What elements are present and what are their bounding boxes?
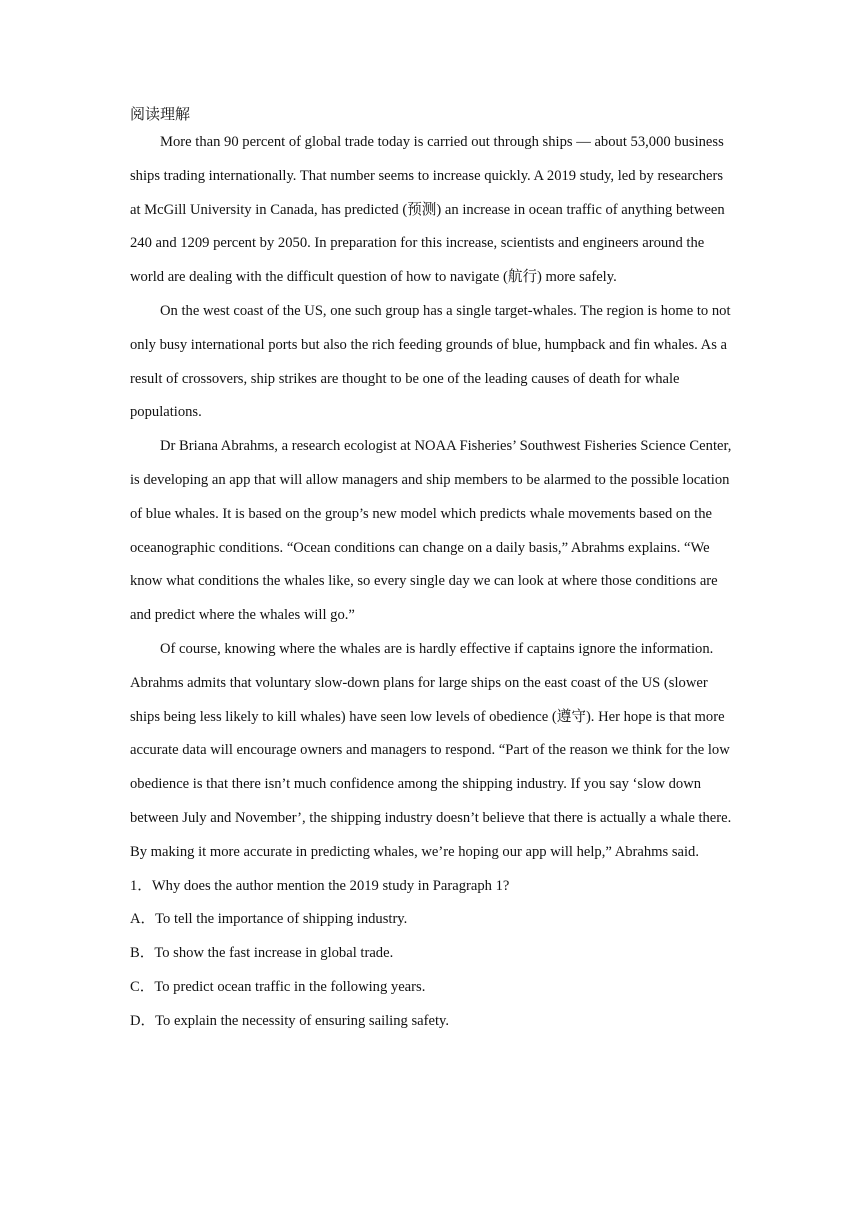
option-c: C．To predict ocean traffic in the following years. [130, 978, 426, 995]
option-d: D．To explain the necessity of ensuring sailing safety. [130, 1012, 450, 1029]
paragraph-1: More than 90 percent of global trade today is carried out through ships — about 53,000 business ships trading internationally. That number seems to increase quickly. A 2019 study, led by researchers at McGill University in Canada, has predicted (预测) an increase in ocean traffic of anything between 240 and 1209 percent by 2050. In preparation for this increase, scientists and engineers around the world are dealing with the difficult question of how to navigate (航行) more safely. [130, 134, 725, 286]
option-a: A．To tell the importance of shipping industry. [130, 911, 408, 928]
section-heading: 阅读理解 [130, 107, 191, 123]
paragraph-2: On the west coast of the US, one such group has a single target-whales. The region is home to not only busy international ports but also the rich feeding grounds of blue, humpback and fin whales. As a result of crossovers, ship strikes are thought to be one of the leading causes of death for whale populations. [130, 302, 731, 421]
option-b: B．To show the fast increase in global trade. [130, 945, 394, 962]
document-page [130, 104, 732, 1039]
paragraph-4: Of course, knowing where the whales are is hardly effective if captains ignore the information. Abrahms admits that voluntary slow-down plans for large ships on the east coast of the US (slower ships being less likely to kill whales) have seen low levels of obedience (遵守). Her hope is that more accurate data will encourage owners and managers to respond. “Part of the reason we think for the low obedience is that there isn’t much confidence among the shipping industry. If you say ‘slow down between July and November’, the shipping industry doesn’t believe that there is actually a whale there. By making it more accurate in predicting whales, we’re hoping our app will help,” Abrahms said. [130, 640, 732, 860]
question-1: 1．Why does the author mention the 2019 study in Paragraph 1? [130, 877, 510, 894]
paragraph-3: Dr Briana Abrahms, a research ecologist at NOAA Fisheries’ Southwest Fisheries Science Center, is developing an app that will allow managers and ship members to be alarmed to the possible location of blue whales. It is based on the group’s new model which predicts whale movements based on the oceanographic conditions. “Ocean conditions can change on a daily basis,” Abrahms explains. “We know what conditions the whales like, so every single day we can look at where those conditions are and predict where the whales will go.” [130, 438, 732, 624]
answer-options [130, 903, 732, 1038]
